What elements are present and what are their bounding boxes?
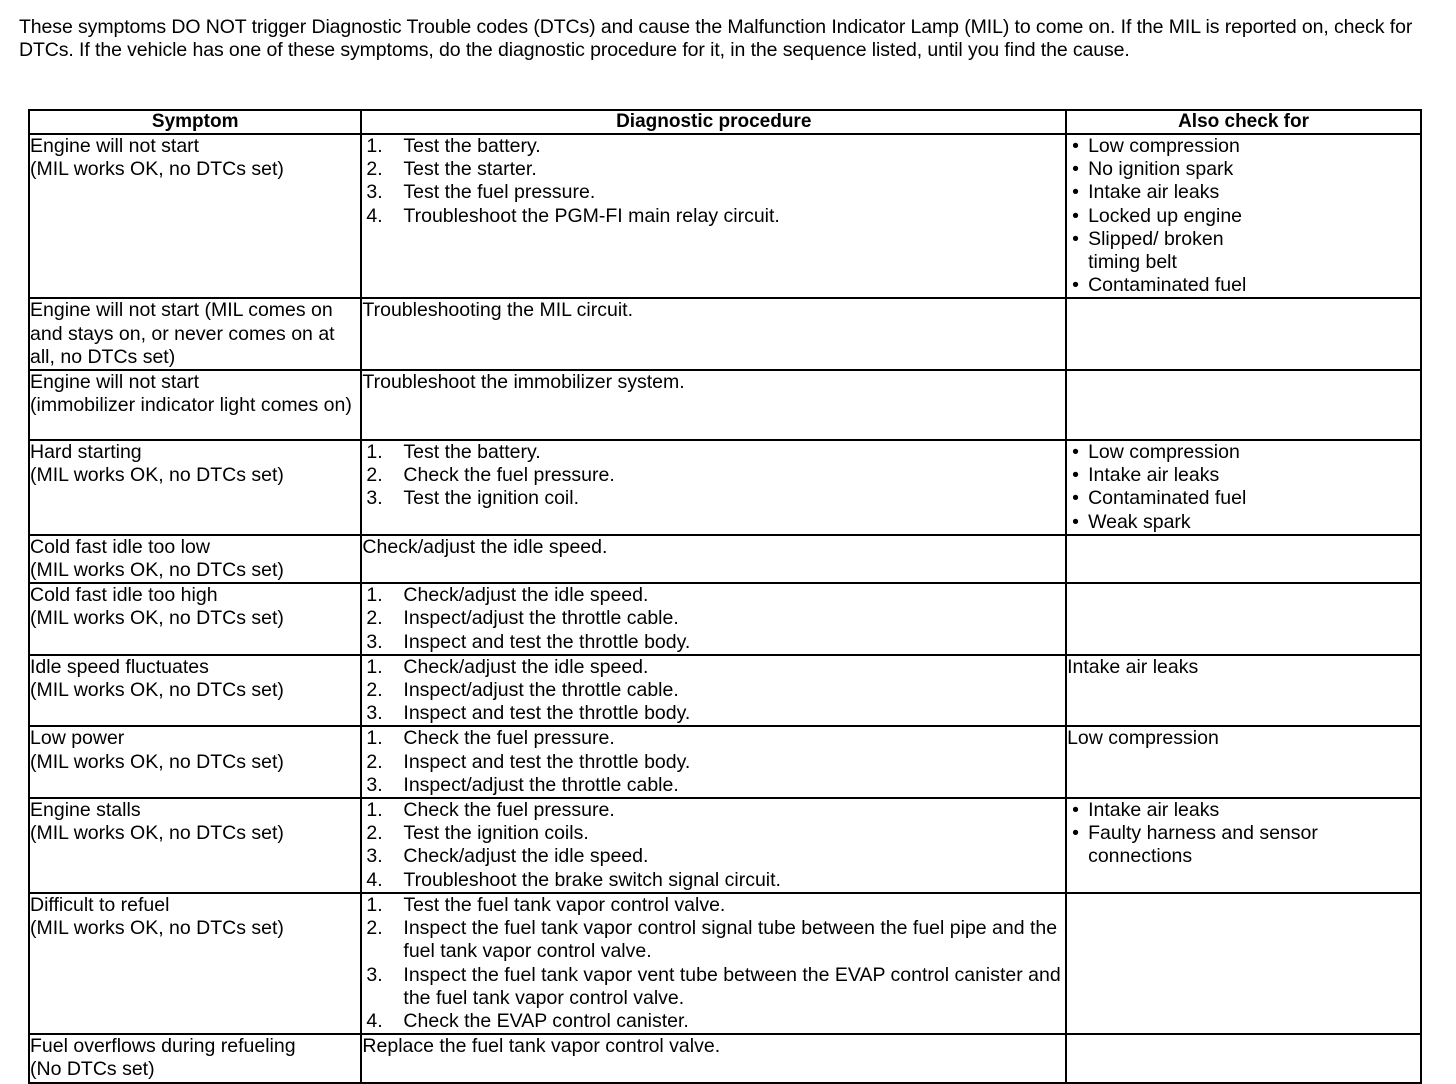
symptom-line: (MIL works OK, no DTCs set): [30, 750, 284, 773]
symptom-line: Cold fast idle too high: [30, 584, 218, 607]
procedure-text: Troubleshoot the immobilizer system.: [362, 371, 685, 394]
symptom-troubleshooting-table: [28, 109, 1422, 1084]
symptom-line: (immobilizer indicator light comes on): [30, 394, 352, 417]
step-number: 4.: [366, 868, 383, 891]
step-number: 2.: [366, 607, 383, 630]
symptom-cell: [29, 298, 361, 370]
step-number: 3.: [366, 181, 383, 204]
also-check-cell: [1066, 535, 1421, 583]
step-text: Test the starter.: [403, 158, 537, 181]
step-number: 2.: [366, 917, 383, 940]
check-item: • Slipped/ broken timing belt: [1067, 228, 1278, 274]
procedure-step: [362, 845, 1065, 868]
procedure-step: [362, 158, 1065, 181]
table-row: [29, 583, 1421, 655]
step-text: Inspect the fuel tank vapor control signal tube between the fuel pipe and the fuel tank vapor control valve.: [403, 917, 1058, 963]
step-number: 3.: [366, 773, 383, 796]
procedure-step: [362, 464, 1065, 487]
check-item: • Locked up engine: [1067, 205, 1420, 228]
step-text: Inspect and test the throttle body.: [403, 630, 691, 653]
symptom-line: (No DTCs set): [30, 1058, 155, 1081]
step-text: Check/adjust the idle speed.: [403, 845, 649, 868]
symptom-line: (MIL works OK, no DTCs set): [30, 607, 284, 630]
step-text: Test the battery.: [403, 135, 541, 157]
step-text: Test the ignition coils.: [403, 822, 589, 845]
procedure-cell: [361, 1034, 1066, 1082]
step-number: 4.: [366, 204, 383, 227]
table-row: [29, 893, 1421, 1034]
symptom-line: Cold fast idle too low: [30, 535, 210, 558]
table-row: [29, 726, 1421, 798]
procedure-cell: [361, 298, 1066, 370]
symptom-line: (MIL works OK, no DTCs set): [30, 559, 284, 582]
symptom-cell: [29, 440, 361, 535]
procedure-step: [362, 135, 1065, 158]
also-check-cell: [1066, 798, 1421, 893]
procedure-step: [362, 869, 1065, 892]
step-text: Test the battery.: [403, 441, 541, 464]
symptom-line: Engine will not start: [30, 371, 200, 394]
procedure-cell: [361, 726, 1066, 798]
table-row: [29, 370, 1421, 440]
table-body: [29, 134, 1421, 1083]
also-check-cell: [1066, 726, 1421, 798]
check-item: • Low compression: [1067, 441, 1420, 464]
symptom-line: (MIL works OK, no DTCs set): [30, 679, 284, 702]
symptom-line: Engine stalls: [30, 799, 141, 822]
step-number: 1.: [366, 655, 383, 678]
step-number: 3.: [366, 702, 383, 725]
check-list: [1067, 441, 1420, 534]
procedure-cell: [361, 655, 1066, 727]
table-row: [29, 655, 1421, 727]
check-text: Intake air leaks: [1067, 655, 1199, 678]
step-text: Check the fuel pressure.: [403, 464, 615, 487]
symptom-cell: [29, 370, 361, 440]
step-text: Test the fuel pressure.: [403, 181, 596, 204]
also-check-cell: [1066, 370, 1421, 440]
check-item: • Intake air leaks: [1067, 799, 1420, 822]
also-check-cell: [1066, 893, 1421, 1034]
step-number: 1.: [366, 799, 383, 822]
step-number: 1.: [366, 727, 383, 750]
symptom-line: Difficult to refuel: [30, 893, 170, 916]
also-check-cell: [1066, 583, 1421, 655]
step-number: 2.: [366, 822, 383, 845]
table-row: [29, 1034, 1421, 1082]
procedure-step: [362, 441, 1065, 464]
symptom-line: Engine will not start: [30, 135, 200, 157]
symptom-line: (MIL works OK, no DTCs set): [30, 464, 284, 487]
symptom-line: (MIL works OK, no DTCs set): [30, 158, 284, 181]
symptom-line: Engine will not start (MIL comes on and stays on, or never comes on at all, no DTCs set): [30, 299, 335, 368]
procedure-step: [362, 181, 1065, 204]
symptom-line: (MIL works OK, no DTCs set): [30, 822, 284, 845]
step-text: Check/adjust the idle speed.: [403, 655, 649, 678]
procedure-step: [362, 631, 1065, 654]
procedure-step: [362, 487, 1065, 510]
procedure-steps: [362, 727, 1065, 797]
step-number: 1.: [366, 135, 383, 157]
procedure-step: [362, 1010, 1065, 1033]
procedure-step: [362, 894, 1065, 917]
symptom-cell: [29, 655, 361, 727]
step-number: 3.: [366, 845, 383, 868]
step-text: Inspect/adjust the throttle cable.: [403, 679, 679, 702]
symptom-cell: [29, 583, 361, 655]
procedure-step: [362, 774, 1065, 797]
step-text: Inspect the fuel tank vapor vent tube between the EVAP control canister and the fuel tank vapor control valve.: [403, 963, 1061, 1009]
procedure-cell: [361, 440, 1066, 535]
step-number: 4.: [366, 1009, 383, 1032]
procedure-step: [362, 822, 1065, 845]
procedure-step: [362, 702, 1065, 725]
procedure-text: Check/adjust the idle speed.: [362, 535, 608, 558]
step-number: 3.: [366, 630, 383, 653]
check-item: • No ignition spark: [1067, 158, 1420, 181]
check-item: • Weak spark: [1067, 511, 1420, 534]
check-text: Low compression: [1067, 727, 1219, 750]
procedure-step: [362, 607, 1065, 630]
step-number: 3.: [366, 487, 383, 510]
symptom-cell: [29, 1034, 361, 1082]
check-item: • Contaminated fuel: [1067, 487, 1420, 510]
procedure-cell: [361, 370, 1066, 440]
also-check-cell: [1066, 298, 1421, 370]
step-number: 2.: [366, 750, 383, 773]
table-header-row: [29, 110, 1421, 134]
step-text: Check/adjust the idle speed.: [403, 584, 649, 607]
table-row: [29, 440, 1421, 535]
procedure-step: [362, 679, 1065, 702]
also-check-cell: [1066, 1034, 1421, 1082]
step-number: 2.: [366, 158, 383, 181]
step-number: 1.: [366, 584, 383, 607]
step-text: Check the fuel pressure.: [403, 727, 615, 750]
check-list: [1067, 135, 1420, 297]
step-text: Troubleshoot the brake switch signal circuit.: [403, 868, 781, 891]
check-item: • Contaminated fuel: [1067, 274, 1420, 297]
also-check-cell: [1066, 655, 1421, 727]
procedure-step: [362, 205, 1065, 228]
step-number: 1.: [366, 441, 383, 464]
symptom-cell: [29, 134, 361, 298]
procedure-step: [362, 751, 1065, 774]
procedure-step: [362, 656, 1065, 679]
symptom-line: Idle speed fluctuates: [30, 655, 209, 678]
also-check-cell: [1066, 134, 1421, 298]
procedure-steps: [362, 441, 1065, 511]
step-text: Check the fuel pressure.: [403, 799, 615, 822]
step-text: Check the EVAP control canister.: [403, 1009, 689, 1032]
procedure-cell: [361, 798, 1066, 893]
table-row: [29, 134, 1421, 298]
procedure-step: [362, 584, 1065, 607]
check-item: • Low compression: [1067, 135, 1420, 158]
symptom-line: Low power: [30, 727, 125, 750]
step-text: Inspect/adjust the throttle cable.: [403, 607, 679, 630]
step-text: Inspect and test the throttle body.: [403, 750, 691, 773]
procedure-step: [362, 964, 1065, 1010]
procedure-step: [362, 917, 1065, 963]
check-item: • Intake air leaks: [1067, 464, 1420, 487]
symptom-line: (MIL works OK, no DTCs set): [30, 917, 284, 940]
step-text: Test the fuel tank vapor control valve.: [403, 893, 726, 916]
step-number: 2.: [366, 464, 383, 487]
check-item: • Intake air leaks: [1067, 181, 1420, 204]
table-row: [29, 798, 1421, 893]
procedure-steps: [362, 584, 1065, 654]
procedure-steps: [362, 799, 1065, 892]
symptom-cell: [29, 726, 361, 798]
procedure-cell: [361, 535, 1066, 583]
procedure-steps: [362, 656, 1065, 726]
header-diagnostic-procedure: Diagnostic procedure: [361, 110, 1066, 134]
step-number: 3.: [366, 963, 383, 986]
intro-paragraph: These symptoms DO NOT trigger Diagnostic Trouble codes (DTCs) and cause the Malfunction Indicator Lamp (MIL) to come on. If the MIL is reported on, check for DTCs. If the vehicle has one of these symptoms, do the diagnostic procedure for it, in the sequence listed, until you find the cause.: [19, 16, 1413, 61]
table-row: [29, 535, 1421, 583]
step-text: Inspect and test the throttle body.: [403, 702, 691, 725]
also-check-cell: [1066, 440, 1421, 535]
procedure-text: Replace the fuel tank vapor control valve.: [362, 1035, 721, 1058]
table-row: [29, 298, 1421, 370]
header-symptom: Symptom: [29, 110, 361, 134]
procedure-step: [362, 727, 1065, 750]
step-text: Inspect/adjust the throttle cable.: [403, 773, 679, 796]
step-text: Troubleshoot the PGM-FI main relay circuit.: [403, 204, 780, 227]
procedure-text: Troubleshooting the MIL circuit.: [362, 299, 634, 322]
check-item: • Faulty harness and sensor connections: [1067, 822, 1388, 868]
step-text: Test the ignition coil.: [403, 487, 580, 510]
procedure-steps: [362, 894, 1065, 1033]
symptom-line: Hard starting: [30, 441, 142, 464]
header-also-check-for: Also check for: [1066, 110, 1421, 134]
step-number: 2.: [366, 679, 383, 702]
symptom-cell: [29, 798, 361, 893]
procedure-steps: [362, 135, 1065, 228]
symptom-cell: [29, 893, 361, 1034]
procedure-cell: [361, 583, 1066, 655]
check-list: [1067, 799, 1420, 869]
procedure-cell: [361, 893, 1066, 1034]
procedure-step: [362, 799, 1065, 822]
symptom-line: Fuel overflows during refueling: [30, 1035, 296, 1058]
symptom-cell: [29, 535, 361, 583]
step-number: 1.: [366, 893, 383, 916]
procedure-cell: [361, 134, 1066, 298]
